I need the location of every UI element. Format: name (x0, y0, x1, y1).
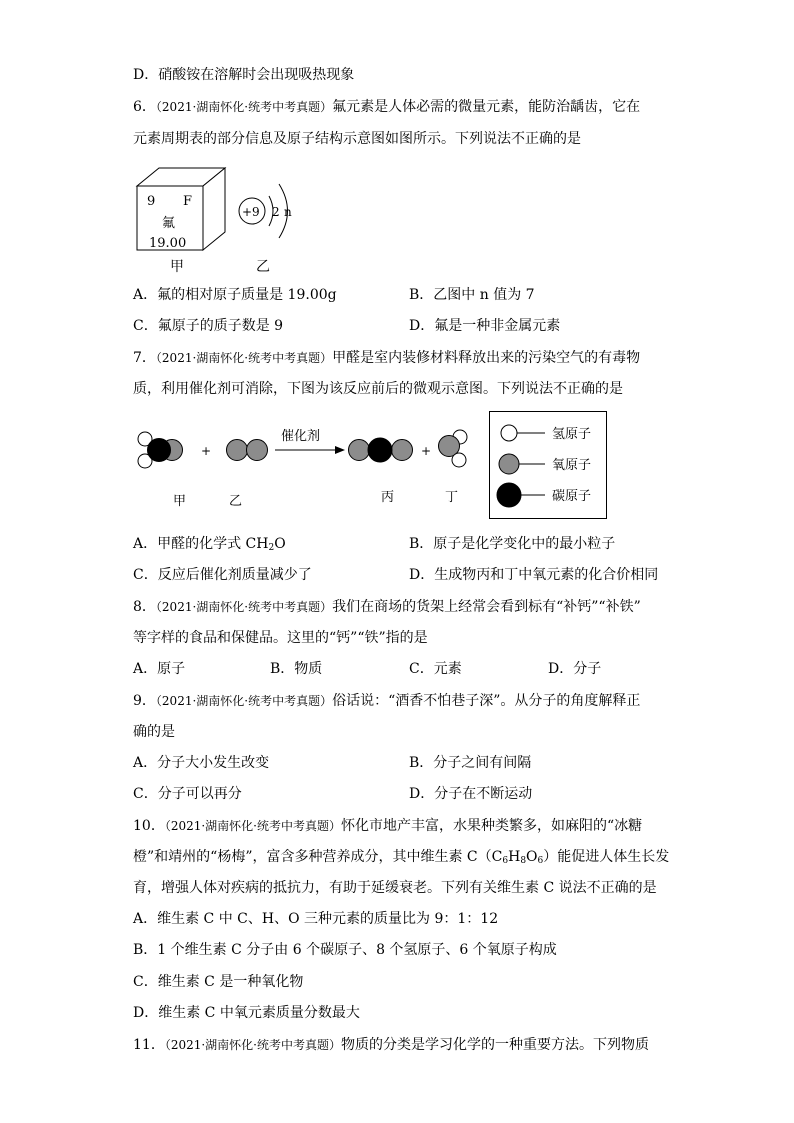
q5-option-d: D．硝酸铵在溶解时会出现吸热现象 (133, 67, 355, 83)
element-symbol: F (183, 194, 193, 209)
nucleus-charge: +9 (242, 205, 260, 219)
q6-option-b: B．乙图中 n 值为 7 (409, 287, 535, 303)
q7-label-jia: 甲 (173, 494, 187, 509)
q7-label-bing: 丙 (381, 490, 395, 505)
q10-stem-text: 怀化市地产丰富，水果种类繁多，如麻阳的“冰糖 (341, 818, 643, 834)
q7-stem-line2: 质，利用催化剂可消除，下图为该反应前后的微观示意图。下列说法不正确的是 (133, 381, 623, 397)
q10-stem-line2 (133, 848, 669, 870)
q10-stem-line1 (133, 817, 642, 835)
q8-source: （2021·湖南怀化·统考中考真题） (155, 600, 333, 614)
element-cell-figure (133, 164, 233, 254)
oxygen-molecule (227, 440, 268, 461)
q8-option-d: D．分子 (548, 661, 602, 677)
q9-option-b: B．分子之间有间隔 (409, 755, 532, 771)
q10-option-c: C．维生素 C 是一种氧化物 (133, 974, 304, 990)
plus-sign-1: + (201, 444, 212, 458)
q8-stem-line1 (133, 598, 641, 616)
legend-hydrogen-label: 氢原子 (552, 427, 592, 442)
q7-source: （2021·湖南怀化·统考中考真题） (155, 351, 333, 365)
atomic-mass: 19.00 (149, 236, 187, 251)
q7-option-c: C．反应后催化剂质量减少了 (133, 567, 312, 583)
q10-option-a: A．维生素 C 中 C、H、O 三种元素的质量比为 9：1：12 (133, 911, 499, 927)
q11-stem-line1 (133, 1036, 649, 1054)
q9-stem-line1 (133, 692, 640, 710)
q6-source: （2021·湖南怀化·统考中考真题） (155, 100, 333, 114)
q10-formula-o: O (526, 849, 538, 865)
q10-stem-line3: 育，增强人体对疾病的抵抗力，有助于延缓衰老。下列有关维生素 C 说法不正确的是 (133, 880, 657, 896)
q7-label-ding: 丁 (445, 490, 459, 505)
oxygen-atom-icon (499, 454, 519, 474)
q8-option-c: C．元素 (409, 661, 462, 677)
water-molecule (439, 430, 468, 467)
q7-stem-text: 甲醛是室内装修材料释放出来的污染空气的有毒物 (332, 350, 641, 366)
catalyst-label: 催化剂 (281, 429, 321, 444)
q10-stem-line2-tail: ）能促进人体生长发 (543, 849, 670, 865)
q7-option-a-tail: O (274, 536, 286, 552)
arrow-head (335, 446, 345, 454)
carbon-dioxide-molecule (349, 438, 413, 462)
q9-option-a: A．分子大小发生改变 (133, 755, 270, 771)
atom-legend (489, 411, 607, 519)
q8-option-b: B．物质 (270, 661, 323, 677)
q6-stem-text: 氟元素是人体必需的微量元素，能防治龋齿，它在 (332, 99, 641, 115)
q10-formula-sub2: 8 (520, 856, 527, 866)
q7-number: 7． (133, 350, 156, 366)
q8-option-a: A．原子 (133, 661, 186, 677)
q10-source: （2021·湖南怀化·统考中考真题） (164, 819, 341, 833)
q7-option-a-sub: 2 (268, 543, 275, 553)
q10-formula-sub3: 6 (537, 856, 544, 866)
q7-option-b: B．原子是化学变化中的最小粒子 (409, 536, 616, 552)
q8-stem-line2: 等字样的食品和保健品。这里的“钙”“铁”指的是 (133, 630, 428, 646)
q6-option-d: D．氟是一种非金属元素 (409, 318, 561, 334)
q11-number: 11． (133, 1037, 165, 1053)
q6-option-c: C．氟原子的质子数是 9 (133, 318, 284, 334)
reaction-diagram (133, 415, 483, 515)
q9-stem-line2: 确的是 (133, 724, 175, 740)
legend-oxygen-label: 氧原子 (552, 458, 592, 473)
q10-option-b: B．1 个维生素 C 分子由 6 个碳原子、8 个氢原子、6 个氧原子构成 (133, 942, 557, 958)
atomic-number: 9 (147, 194, 156, 209)
q10-option-d: D．维生素 C 中氧元素质量分数最大 (133, 1005, 360, 1021)
q10-formula-h: H (508, 849, 521, 865)
q6-number: 6． (133, 99, 156, 115)
shell2-electrons: n (284, 205, 292, 219)
q7-stem-line1 (133, 349, 640, 367)
q8-number: 8． (133, 599, 156, 615)
q9-source: （2021·湖南怀化·统考中考真题） (155, 694, 333, 708)
q6-stem-line2: 元素周期表的部分信息及原子结构示意图如图所示。下列说法不正确的是 (133, 131, 581, 147)
shell1-electrons: 2 (272, 205, 280, 219)
q9-option-d: D．分子在不断运动 (409, 786, 533, 802)
q6-label-jia: 甲 (170, 259, 184, 275)
q10-formula-sub1: 6 (502, 856, 509, 866)
q7-option-a-text: A．甲醛的化学式 CH (133, 536, 269, 552)
q11-stem-text: 物质的分类是学习化学的一种重要方法。下列物质 (341, 1037, 649, 1053)
q11-source: （2021·湖南怀化·统考中考真题） (164, 1038, 341, 1052)
q7-option-a (133, 535, 286, 557)
q10-number: 10． (133, 818, 165, 834)
q7-option-d: D．生成物丙和丁中氧元素的化合价相同 (409, 567, 659, 583)
q9-option-c: C．分子可以再分 (133, 786, 242, 802)
q6-label-yi: 乙 (256, 259, 270, 275)
legend-carbon-label: 碳原子 (552, 489, 592, 504)
element-name: 氟 (162, 216, 176, 231)
q6-option-a: A．氟的相对原子质量是 19.00g (133, 287, 337, 303)
atom-structure-figure (236, 176, 306, 248)
q10-stem-line2-text: 橙”和靖州的“杨梅”，富含多种营养成分，其中维生素 C（C (133, 849, 503, 865)
formaldehyde-molecule (138, 432, 183, 468)
q7-label-yi: 乙 (229, 494, 243, 509)
hydrogen-atom-icon (501, 425, 517, 441)
q6-stem-line1 (133, 98, 640, 116)
carbon-atom-icon (497, 483, 521, 507)
q8-stem-text: 我们在商场的货架上经常会看到标有“补钙”“补铁” (332, 599, 641, 615)
q9-number: 9． (133, 693, 156, 709)
q9-stem-text: 俗话说：“酒香不怕巷子深”。从分子的角度解释正 (332, 693, 641, 709)
plus-sign-2: + (421, 444, 432, 458)
